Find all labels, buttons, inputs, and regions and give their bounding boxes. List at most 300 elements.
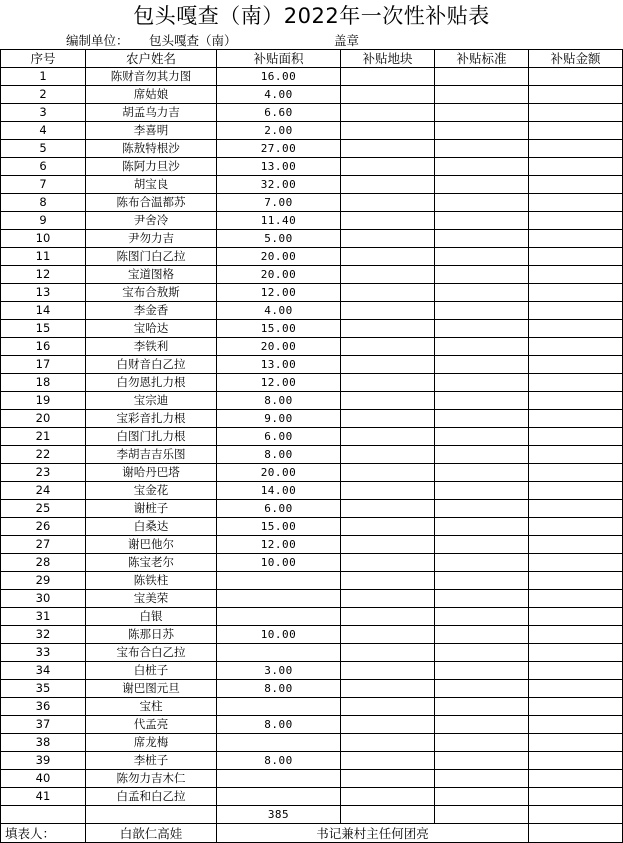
row-standard bbox=[435, 500, 529, 518]
row-no: 31 bbox=[1, 608, 86, 626]
row-area: 2.00 bbox=[217, 122, 341, 140]
row-no: 18 bbox=[1, 374, 86, 392]
table-row bbox=[1, 500, 623, 518]
table-row bbox=[1, 788, 623, 806]
row-name: 谢哈丹巴塔 bbox=[86, 464, 217, 482]
header-standard: 补贴标准 bbox=[435, 50, 529, 68]
row-plot bbox=[341, 662, 435, 680]
row-name: 白桩子 bbox=[86, 662, 217, 680]
table-row bbox=[1, 608, 623, 626]
row-plot bbox=[341, 356, 435, 374]
row-area: 13.00 bbox=[217, 356, 341, 374]
row-area: 4.00 bbox=[217, 302, 341, 320]
row-name: 白勿恩扎力根 bbox=[86, 374, 217, 392]
row-name: 宝美荣 bbox=[86, 590, 217, 608]
table-row bbox=[1, 122, 623, 140]
row-name: 白桑达 bbox=[86, 518, 217, 536]
row-amount bbox=[529, 374, 623, 392]
row-no: 17 bbox=[1, 356, 86, 374]
row-plot bbox=[341, 284, 435, 302]
row-name: 代孟亮 bbox=[86, 716, 217, 734]
row-plot bbox=[341, 158, 435, 176]
row-no: 4 bbox=[1, 122, 86, 140]
row-no: 27 bbox=[1, 536, 86, 554]
row-plot bbox=[341, 716, 435, 734]
row-amount bbox=[529, 752, 623, 770]
row-no: 38 bbox=[1, 734, 86, 752]
row-plot bbox=[341, 176, 435, 194]
row-standard bbox=[435, 302, 529, 320]
row-name: 胡孟乌力吉 bbox=[86, 104, 217, 122]
row-name: 白银 bbox=[86, 608, 217, 626]
row-area bbox=[217, 572, 341, 590]
table-row bbox=[1, 626, 623, 644]
row-area bbox=[217, 644, 341, 662]
table-row bbox=[1, 68, 623, 86]
row-amount bbox=[529, 176, 623, 194]
row-name: 宝柱 bbox=[86, 698, 217, 716]
row-area: 10.00 bbox=[217, 626, 341, 644]
table-row bbox=[1, 194, 623, 212]
row-standard bbox=[435, 122, 529, 140]
row-name: 李胡吉吉乐图 bbox=[86, 446, 217, 464]
row-plot bbox=[341, 86, 435, 104]
row-area: 8.00 bbox=[217, 680, 341, 698]
table-row bbox=[1, 644, 623, 662]
row-no: 33 bbox=[1, 644, 86, 662]
row-amount bbox=[529, 104, 623, 122]
row-plot bbox=[341, 374, 435, 392]
row-plot bbox=[341, 320, 435, 338]
row-area: 8.00 bbox=[217, 446, 341, 464]
row-no: 21 bbox=[1, 428, 86, 446]
row-area: 32.00 bbox=[217, 176, 341, 194]
row-standard bbox=[435, 230, 529, 248]
row-area bbox=[217, 734, 341, 752]
row-name: 尹勿力吉 bbox=[86, 230, 217, 248]
table-row bbox=[1, 104, 623, 122]
table-row bbox=[1, 752, 623, 770]
row-plot bbox=[341, 428, 435, 446]
table-row bbox=[1, 518, 623, 536]
row-no: 28 bbox=[1, 554, 86, 572]
table-row bbox=[1, 536, 623, 554]
row-no: 25 bbox=[1, 500, 86, 518]
row-plot bbox=[341, 338, 435, 356]
row-amount bbox=[529, 248, 623, 266]
row-standard bbox=[435, 86, 529, 104]
row-amount bbox=[529, 446, 623, 464]
row-plot bbox=[341, 626, 435, 644]
header-amount: 补贴金额 bbox=[529, 50, 623, 68]
row-standard bbox=[435, 734, 529, 752]
row-no: 7 bbox=[1, 176, 86, 194]
row-plot bbox=[341, 122, 435, 140]
row-amount bbox=[529, 644, 623, 662]
total-area: 385 bbox=[217, 806, 341, 824]
row-plot bbox=[341, 302, 435, 320]
row-amount bbox=[529, 284, 623, 302]
table-row bbox=[1, 410, 623, 428]
header-no: 序号 bbox=[1, 50, 86, 68]
row-no: 3 bbox=[1, 104, 86, 122]
row-name: 宝布合敖斯 bbox=[86, 284, 217, 302]
row-standard bbox=[435, 374, 529, 392]
row-standard bbox=[435, 608, 529, 626]
table-row bbox=[1, 680, 623, 698]
row-no: 16 bbox=[1, 338, 86, 356]
row-amount bbox=[529, 464, 623, 482]
row-standard bbox=[435, 770, 529, 788]
table-row bbox=[1, 428, 623, 446]
row-area: 7.00 bbox=[217, 194, 341, 212]
row-area: 16.00 bbox=[217, 68, 341, 86]
row-name: 陈铁柱 bbox=[86, 572, 217, 590]
row-name: 尹舍冷 bbox=[86, 212, 217, 230]
row-amount bbox=[529, 536, 623, 554]
row-amount bbox=[529, 122, 623, 140]
row-standard bbox=[435, 356, 529, 374]
header-area: 补贴面积 bbox=[217, 50, 341, 68]
row-no: 34 bbox=[1, 662, 86, 680]
table-row bbox=[1, 770, 623, 788]
row-standard bbox=[435, 248, 529, 266]
row-name: 席龙梅 bbox=[86, 734, 217, 752]
row-standard bbox=[435, 698, 529, 716]
table-row bbox=[1, 212, 623, 230]
row-amount bbox=[529, 392, 623, 410]
row-name: 陈敖特根沙 bbox=[86, 140, 217, 158]
row-amount bbox=[529, 194, 623, 212]
row-standard bbox=[435, 536, 529, 554]
row-no: 23 bbox=[1, 464, 86, 482]
row-standard bbox=[435, 410, 529, 428]
row-no: 32 bbox=[1, 626, 86, 644]
row-no: 26 bbox=[1, 518, 86, 536]
row-area: 6.00 bbox=[217, 500, 341, 518]
sheet-title: 包头嘎查（南）2022年一次性补贴表 bbox=[133, 4, 490, 28]
row-amount bbox=[529, 554, 623, 572]
row-plot bbox=[341, 212, 435, 230]
row-standard bbox=[435, 428, 529, 446]
table-row bbox=[1, 572, 623, 590]
row-area: 3.00 bbox=[217, 662, 341, 680]
row-standard bbox=[435, 626, 529, 644]
row-plot bbox=[341, 734, 435, 752]
row-area: 10.00 bbox=[217, 554, 341, 572]
row-standard bbox=[435, 140, 529, 158]
row-amount bbox=[529, 356, 623, 374]
row-plot bbox=[341, 248, 435, 266]
row-plot bbox=[341, 104, 435, 122]
row-amount bbox=[529, 302, 623, 320]
row-plot bbox=[341, 410, 435, 428]
row-amount bbox=[529, 482, 623, 500]
row-plot bbox=[341, 536, 435, 554]
row-standard bbox=[435, 158, 529, 176]
table-row bbox=[1, 320, 623, 338]
table-row bbox=[1, 248, 623, 266]
row-no: 36 bbox=[1, 698, 86, 716]
row-plot bbox=[341, 392, 435, 410]
row-name: 白图门扎力根 bbox=[86, 428, 217, 446]
row-no: 35 bbox=[1, 680, 86, 698]
row-amount bbox=[529, 500, 623, 518]
row-no: 39 bbox=[1, 752, 86, 770]
row-amount bbox=[529, 140, 623, 158]
row-standard bbox=[435, 176, 529, 194]
row-area: 6.60 bbox=[217, 104, 341, 122]
unit-label: 编制单位： bbox=[66, 33, 129, 48]
row-no: 6 bbox=[1, 158, 86, 176]
row-no: 19 bbox=[1, 392, 86, 410]
row-standard bbox=[435, 284, 529, 302]
table-row bbox=[1, 554, 623, 572]
row-area: 20.00 bbox=[217, 338, 341, 356]
table-row bbox=[1, 392, 623, 410]
row-area: 8.00 bbox=[217, 392, 341, 410]
row-amount bbox=[529, 230, 623, 248]
header-name: 农户姓名 bbox=[86, 50, 217, 68]
table-row bbox=[1, 302, 623, 320]
row-no: 11 bbox=[1, 248, 86, 266]
row-area: 20.00 bbox=[217, 248, 341, 266]
row-area: 20.00 bbox=[217, 266, 341, 284]
table-row bbox=[1, 338, 623, 356]
row-name: 李铁利 bbox=[86, 338, 217, 356]
row-name: 宝金花 bbox=[86, 482, 217, 500]
row-no: 9 bbox=[1, 212, 86, 230]
row-standard bbox=[435, 788, 529, 806]
row-name: 宝宗迪 bbox=[86, 392, 217, 410]
row-name: 谢巴他尔 bbox=[86, 536, 217, 554]
row-no: 20 bbox=[1, 410, 86, 428]
row-no: 8 bbox=[1, 194, 86, 212]
table-row bbox=[1, 698, 623, 716]
row-amount bbox=[529, 590, 623, 608]
row-standard bbox=[435, 644, 529, 662]
row-area bbox=[217, 590, 341, 608]
row-standard bbox=[435, 482, 529, 500]
signer: 书记兼村主任何团亮 bbox=[217, 824, 529, 843]
row-plot bbox=[341, 230, 435, 248]
row-amount bbox=[529, 662, 623, 680]
table-row bbox=[1, 158, 623, 176]
row-area: 14.00 bbox=[217, 482, 341, 500]
row-name: 白孟和白乙拉 bbox=[86, 788, 217, 806]
filler-name: 白歆仁高娃 bbox=[86, 824, 217, 843]
table-row bbox=[1, 176, 623, 194]
row-standard bbox=[435, 212, 529, 230]
row-no: 14 bbox=[1, 302, 86, 320]
row-name: 胡宝良 bbox=[86, 176, 217, 194]
row-no: 24 bbox=[1, 482, 86, 500]
row-standard bbox=[435, 680, 529, 698]
row-name: 宝道图格 bbox=[86, 266, 217, 284]
row-name: 李喜明 bbox=[86, 122, 217, 140]
row-name: 宝布合白乙拉 bbox=[86, 644, 217, 662]
row-area: 5.00 bbox=[217, 230, 341, 248]
row-standard bbox=[435, 572, 529, 590]
row-no: 29 bbox=[1, 572, 86, 590]
row-plot bbox=[341, 554, 435, 572]
row-name: 陈宝老尔 bbox=[86, 554, 217, 572]
row-amount bbox=[529, 608, 623, 626]
row-plot bbox=[341, 608, 435, 626]
row-standard bbox=[435, 554, 529, 572]
row-amount bbox=[529, 698, 623, 716]
table-row bbox=[1, 590, 623, 608]
row-plot bbox=[341, 68, 435, 86]
row-amount bbox=[529, 518, 623, 536]
row-area: 8.00 bbox=[217, 716, 341, 734]
row-plot bbox=[341, 266, 435, 284]
row-area: 12.00 bbox=[217, 284, 341, 302]
row-standard bbox=[435, 266, 529, 284]
row-area: 12.00 bbox=[217, 374, 341, 392]
row-plot bbox=[341, 518, 435, 536]
row-name: 陈财音勿其力图 bbox=[86, 68, 217, 86]
row-plot bbox=[341, 698, 435, 716]
table-row bbox=[1, 446, 623, 464]
row-plot bbox=[341, 590, 435, 608]
row-plot bbox=[341, 140, 435, 158]
table-row bbox=[1, 374, 623, 392]
table-row bbox=[1, 464, 623, 482]
row-amount bbox=[529, 734, 623, 752]
row-area: 13.00 bbox=[217, 158, 341, 176]
row-area bbox=[217, 608, 341, 626]
table-row bbox=[1, 482, 623, 500]
row-amount bbox=[529, 320, 623, 338]
row-area bbox=[217, 788, 341, 806]
row-area: 11.40 bbox=[217, 212, 341, 230]
table-row bbox=[1, 86, 623, 104]
filler-label: 填表人： bbox=[1, 824, 86, 843]
row-area: 8.00 bbox=[217, 752, 341, 770]
row-no: 40 bbox=[1, 770, 86, 788]
row-area: 27.00 bbox=[217, 140, 341, 158]
row-name: 谢桩子 bbox=[86, 500, 217, 518]
row-amount bbox=[529, 212, 623, 230]
row-no: 13 bbox=[1, 284, 86, 302]
table-row bbox=[1, 266, 623, 284]
row-no: 37 bbox=[1, 716, 86, 734]
row-plot bbox=[341, 446, 435, 464]
row-name: 席姑娘 bbox=[86, 86, 217, 104]
row-standard bbox=[435, 590, 529, 608]
row-amount bbox=[529, 572, 623, 590]
row-area: 12.00 bbox=[217, 536, 341, 554]
row-standard bbox=[435, 320, 529, 338]
table-row bbox=[1, 662, 623, 680]
row-name: 陈图门白乙拉 bbox=[86, 248, 217, 266]
row-plot bbox=[341, 464, 435, 482]
row-amount bbox=[529, 680, 623, 698]
row-area: 20.00 bbox=[217, 464, 341, 482]
row-no: 5 bbox=[1, 140, 86, 158]
row-plot bbox=[341, 572, 435, 590]
row-amount bbox=[529, 428, 623, 446]
row-amount bbox=[529, 266, 623, 284]
row-amount bbox=[529, 410, 623, 428]
row-plot bbox=[341, 500, 435, 518]
row-area: 15.00 bbox=[217, 320, 341, 338]
row-name: 李桩子 bbox=[86, 752, 217, 770]
row-name: 李金香 bbox=[86, 302, 217, 320]
table-row bbox=[1, 734, 623, 752]
table-row bbox=[1, 284, 623, 302]
row-no: 30 bbox=[1, 590, 86, 608]
row-area bbox=[217, 698, 341, 716]
row-plot bbox=[341, 482, 435, 500]
row-amount bbox=[529, 770, 623, 788]
row-amount bbox=[529, 158, 623, 176]
row-plot bbox=[341, 194, 435, 212]
row-area: 4.00 bbox=[217, 86, 341, 104]
row-name: 宝彩音扎力根 bbox=[86, 410, 217, 428]
row-no: 41 bbox=[1, 788, 86, 806]
subsidy-table bbox=[0, 49, 623, 843]
row-standard bbox=[435, 716, 529, 734]
row-no: 12 bbox=[1, 266, 86, 284]
row-no: 1 bbox=[1, 68, 86, 86]
row-no: 15 bbox=[1, 320, 86, 338]
row-amount bbox=[529, 788, 623, 806]
row-name: 白财音白乙拉 bbox=[86, 356, 217, 374]
row-standard bbox=[435, 392, 529, 410]
unit-value: 包头嘎查（南） bbox=[149, 33, 237, 48]
row-name: 陈勿力吉木仁 bbox=[86, 770, 217, 788]
row-standard bbox=[435, 446, 529, 464]
row-standard bbox=[435, 752, 529, 770]
row-area: 9.00 bbox=[217, 410, 341, 428]
footer-row bbox=[1, 824, 623, 843]
row-amount bbox=[529, 626, 623, 644]
row-area bbox=[217, 770, 341, 788]
row-standard bbox=[435, 104, 529, 122]
row-name: 谢巴图元旦 bbox=[86, 680, 217, 698]
row-amount bbox=[529, 716, 623, 734]
row-area: 15.00 bbox=[217, 518, 341, 536]
seal-label: 盖章 bbox=[334, 33, 360, 48]
row-name: 陈阿力旦沙 bbox=[86, 158, 217, 176]
unit-row bbox=[0, 33, 623, 49]
table-row bbox=[1, 140, 623, 158]
row-no: 2 bbox=[1, 86, 86, 104]
row-no: 22 bbox=[1, 446, 86, 464]
row-amount bbox=[529, 86, 623, 104]
row-plot bbox=[341, 680, 435, 698]
header-row bbox=[1, 50, 623, 68]
header-plot: 补贴地块 bbox=[341, 50, 435, 68]
row-amount bbox=[529, 68, 623, 86]
row-plot bbox=[341, 770, 435, 788]
row-name: 宝哈达 bbox=[86, 320, 217, 338]
row-standard bbox=[435, 194, 529, 212]
table-row bbox=[1, 356, 623, 374]
row-area: 6.00 bbox=[217, 428, 341, 446]
row-plot bbox=[341, 788, 435, 806]
row-standard bbox=[435, 662, 529, 680]
row-name: 陈那日苏 bbox=[86, 626, 217, 644]
row-standard bbox=[435, 68, 529, 86]
table-row bbox=[1, 716, 623, 734]
total-row bbox=[1, 806, 623, 824]
row-plot bbox=[341, 644, 435, 662]
row-amount bbox=[529, 338, 623, 356]
row-no: 10 bbox=[1, 230, 86, 248]
